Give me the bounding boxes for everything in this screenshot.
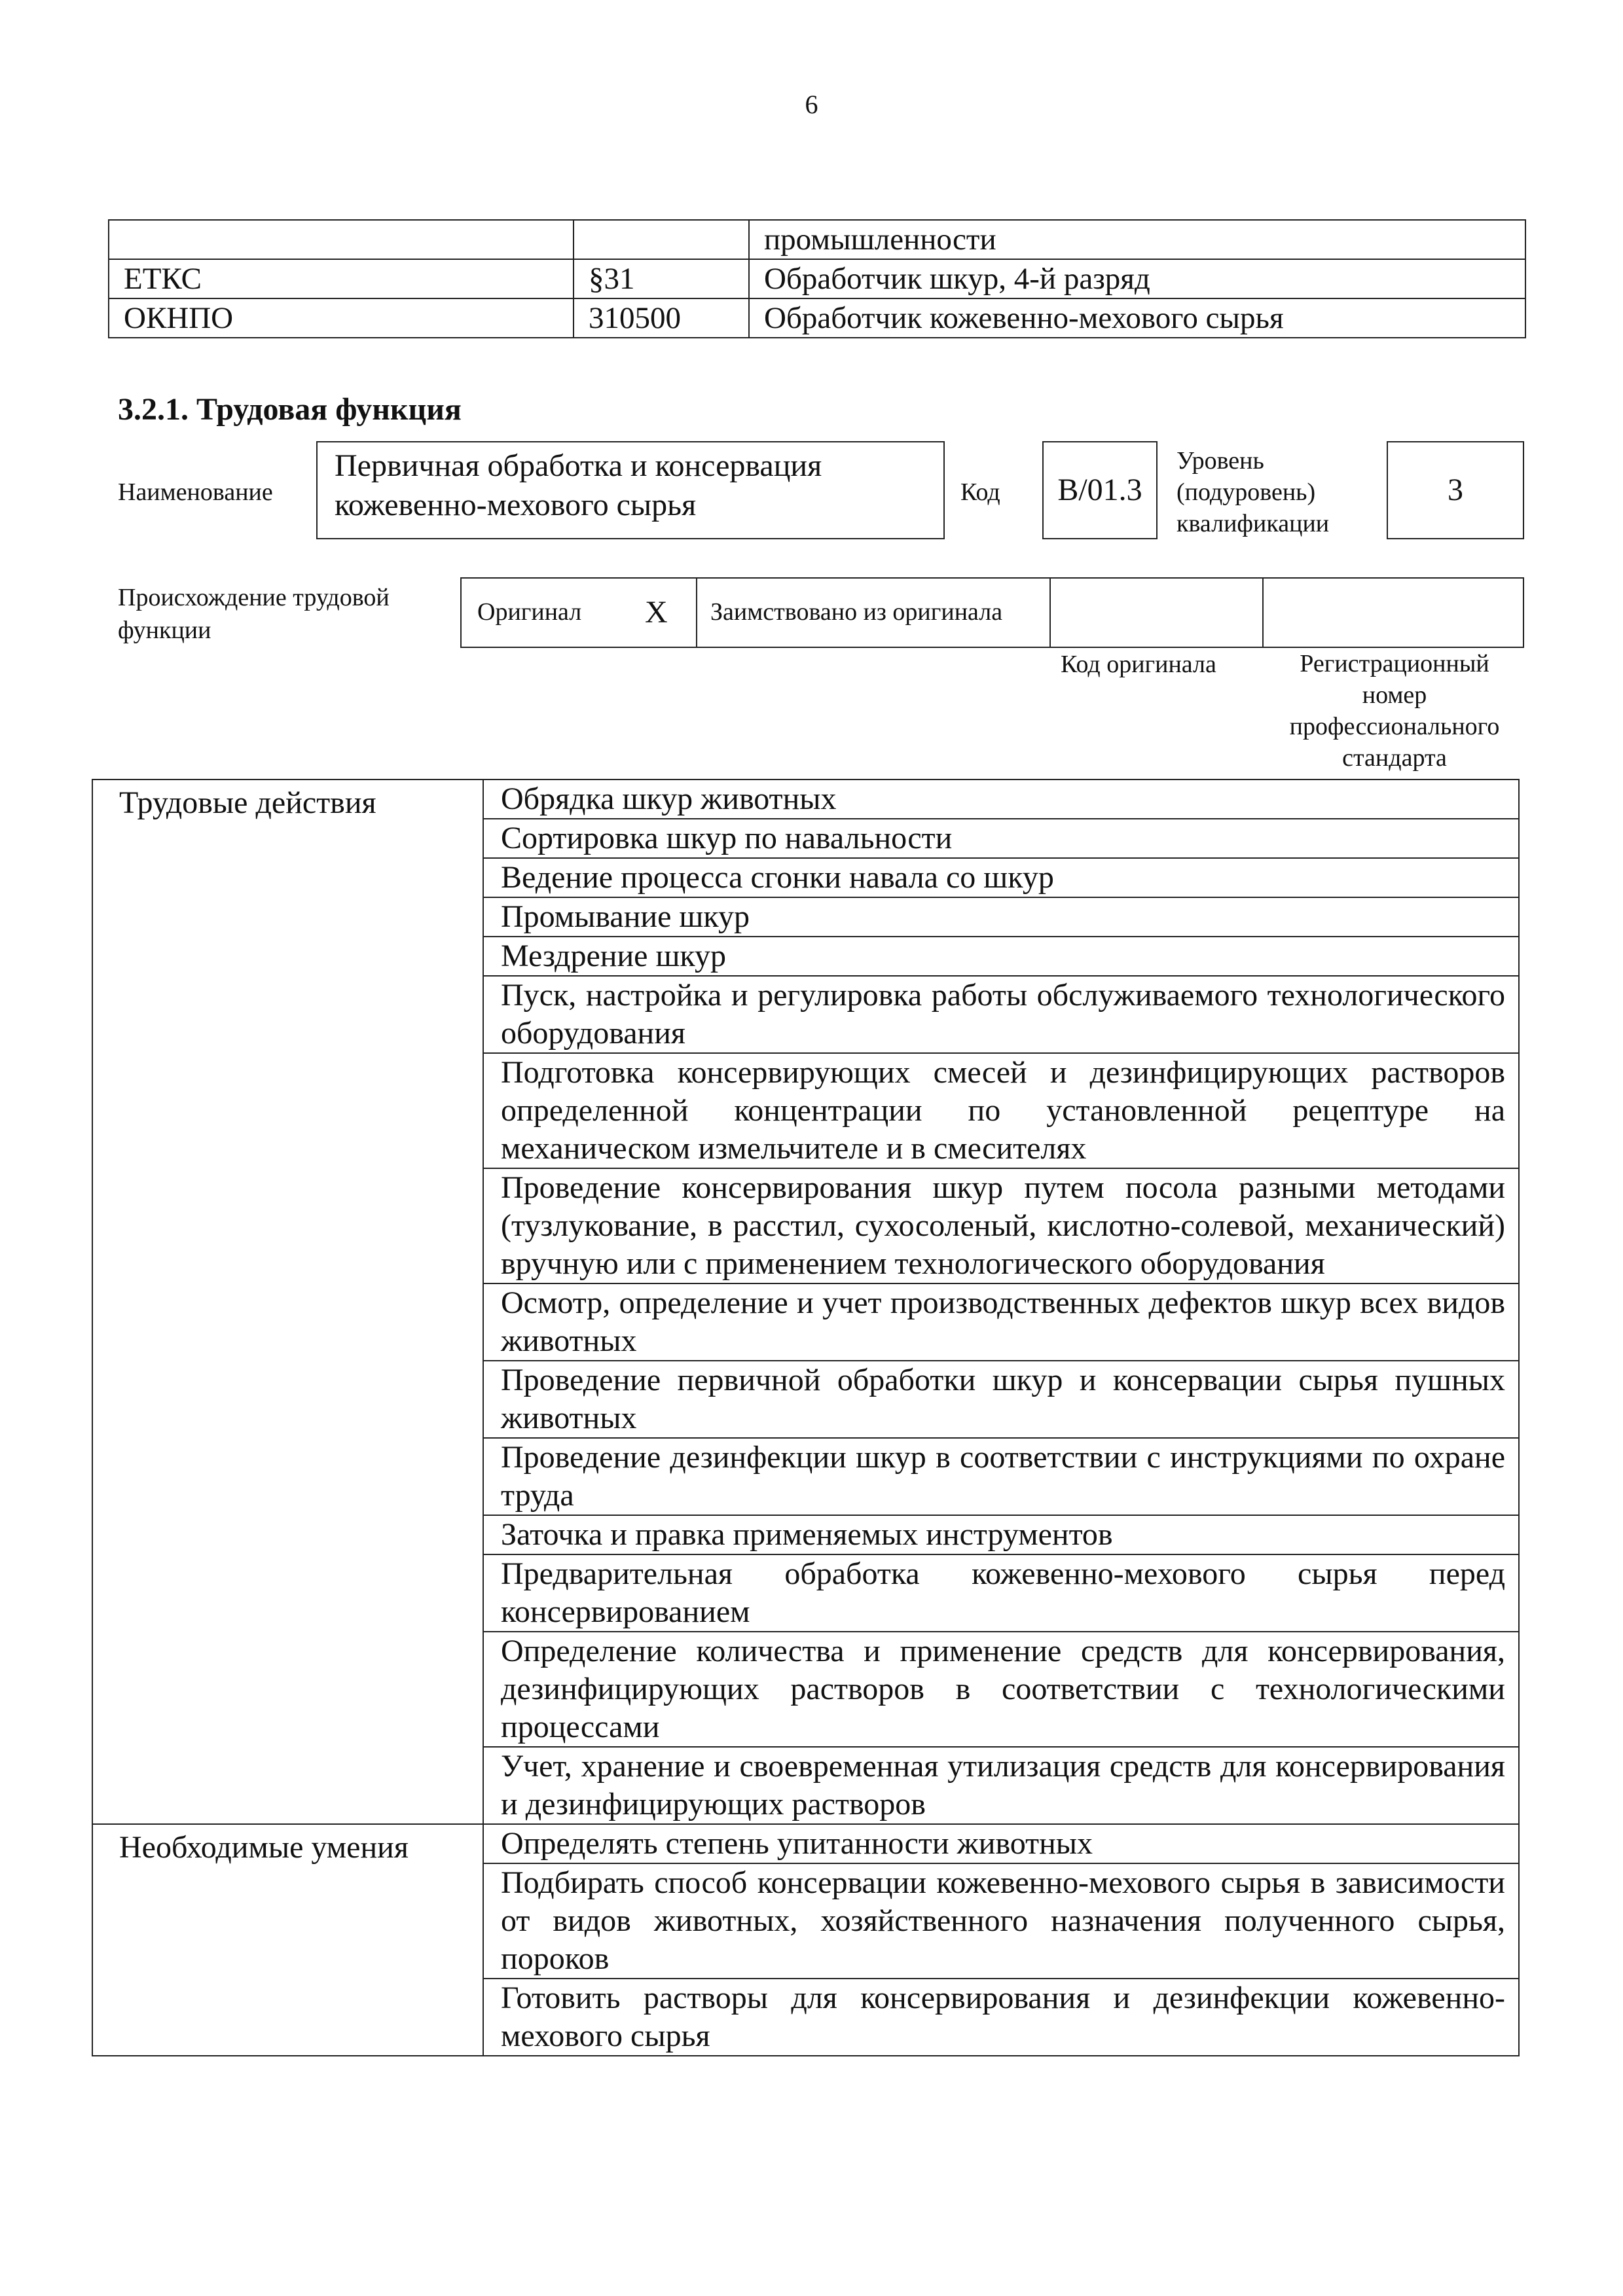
ref-cell: §31 [574, 259, 749, 298]
reg-caption-line2: номер [1362, 681, 1427, 709]
origin-label-line1: Происхождение трудовой [118, 584, 390, 611]
labor-actions-item: Проведение консервирования шкур путем посола разными методами (тузлукование, в расстил, сухосоленый, кислотно-солевой, механический) вручную или с применением технологического оборудования [483, 1168, 1519, 1283]
ref-cell [574, 220, 749, 259]
table-row [109, 298, 1525, 338]
origin-table [460, 577, 1524, 648]
ref-cell: Обработчик кожевенно-мехового сырья [749, 298, 1525, 338]
level-label-line2: (подуровень) [1176, 478, 1316, 506]
ref-cell: 310500 [574, 298, 749, 338]
section-title: 3.2.1. Трудовая функция [118, 392, 462, 427]
labor-actions-item: Определение количества и применение средств для консервирования, дезинфицирующих растворов в соответствии с технологическими процессами [483, 1632, 1519, 1747]
ref-cell: Обработчик шкур, 4-й разряд [749, 259, 1525, 298]
labor-function-table [92, 779, 1520, 2056]
page-number: 6 [805, 90, 818, 119]
divider [696, 579, 697, 647]
ref-cell: ОКНПО [109, 298, 574, 338]
function-name-line2: кожевенно-мехового сырья [335, 488, 697, 522]
reg-caption-line3: профессионального [1289, 713, 1500, 740]
labor-actions-item: Мездрение шкур [483, 937, 1519, 976]
level-value: 3 [1387, 441, 1524, 539]
code-original-caption: Код оригинала [1061, 651, 1216, 678]
required-skills-item: Определять степень упитанности животных [483, 1824, 1519, 1863]
origin-label-line2: функции [118, 617, 211, 644]
origin-label [118, 581, 390, 647]
table-row [109, 259, 1525, 298]
required-skills-label: Необходимые умения [92, 1824, 483, 2056]
labor-actions-item: Проведение дезинфекции шкур в соответствии с инструкциями по охране труда [483, 1438, 1519, 1515]
required-skills-item: Подбирать способ консервации кожевенно-мехового сырья в зависимости от видов животных, хозяйственного назначения полученного сырья, пороков [483, 1863, 1519, 1979]
divider [1049, 579, 1051, 647]
labor-actions-item: Обрядка шкур животных [483, 780, 1519, 819]
required-skills-item: Готовить растворы для консервирования и дезинфекции кожевенно-мехового сырья [483, 1979, 1519, 2056]
original-mark: X [645, 595, 668, 630]
table-row [92, 780, 1519, 819]
original-label: Оригинал [477, 598, 582, 626]
function-name-line1: Первичная обработка и консервация [335, 448, 822, 483]
labor-actions-label: Трудовые действия [92, 780, 483, 1824]
code-value: B/01.3 [1042, 441, 1158, 539]
labor-actions-item: Ведение процесса сгонки навала со шкур [483, 858, 1519, 897]
reg-caption-line1: Регистрационный [1300, 650, 1489, 677]
labor-actions-item: Предварительная обработка кожевенно-мехового сырья перед консервированием [483, 1554, 1519, 1632]
labor-actions-item: Учет, хранение и своевременная утилизация средств для консервирования и дезинфицирующих растворов [483, 1747, 1519, 1824]
labor-actions-item: Осмотр, определение и учет производственных дефектов шкур всех видов животных [483, 1283, 1519, 1361]
borrowed-label: Заимствовано из оригинала [710, 598, 1003, 626]
function-name-box [316, 441, 945, 539]
name-label: Наименование [118, 478, 273, 506]
table-row [109, 220, 1525, 259]
level-label [1176, 445, 1329, 539]
divider [1262, 579, 1264, 647]
ref-cell: промышленности [749, 220, 1525, 259]
labor-actions-item: Сортировка шкур по навальности [483, 819, 1519, 858]
labor-actions-item: Заточка и правка применяемых инструментов [483, 1515, 1519, 1554]
level-label-line1: Уровень [1176, 447, 1264, 475]
ref-cell: ЕТКС [109, 259, 574, 298]
labor-actions-item: Проведение первичной обработки шкур и консервации сырья пушных животных [483, 1361, 1519, 1438]
labor-actions-item: Пуск, настройка и регулировка работы обслуживаемого технологического оборудования [483, 976, 1519, 1053]
reference-table [108, 219, 1526, 338]
labor-actions-item: Подготовка консервирующих смесей и дезинфицирующих растворов определенной концентрации по установленной рецептуре на механическом измельчителе и в смесителях [483, 1053, 1519, 1168]
level-label-line3: квалификации [1176, 510, 1330, 537]
ref-cell [109, 220, 574, 259]
labor-actions-item: Промывание шкур [483, 897, 1519, 937]
reg-caption-line4: стандарта [1342, 744, 1447, 772]
reg-number-caption [1264, 648, 1525, 774]
table-row [92, 1824, 1519, 1863]
code-label: Код [960, 478, 1000, 506]
